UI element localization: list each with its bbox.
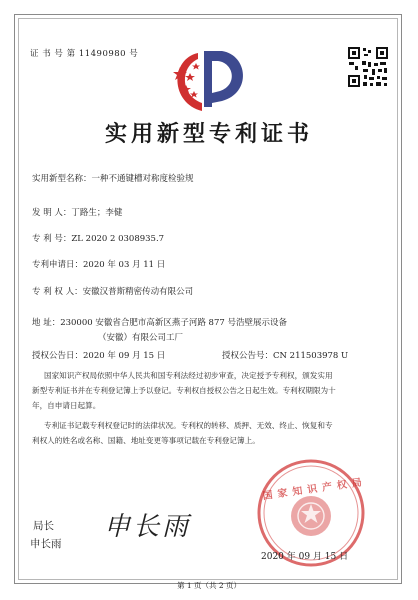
paragraph-2-line-2: 利权人的姓名或名称、国籍、地址变更等事项记载在专利登记簿上。 <box>32 436 260 445</box>
certificate-number <box>30 47 138 59</box>
grant-date-label: 授权公告日： <box>32 351 84 361</box>
cnipa-emblem-icon <box>160 45 270 115</box>
grant-date-field <box>32 349 165 361</box>
filing-date-value: 2020 年 03 月 11 日 <box>83 260 166 270</box>
patent-no-label: 专 利 号： <box>32 234 72 244</box>
paragraph-2-line-1: 专利证书记载专利权登记时的法律状况。专利权的转移、质押、无效、终止、恢复和专 <box>44 421 333 430</box>
patentee-field <box>32 285 193 297</box>
address-field <box>32 316 287 328</box>
seal-date: 2020 年 09 月 15 日 <box>261 552 349 562</box>
utility-model-name-field <box>32 172 194 184</box>
inventor-value: 丁路生；李健 <box>71 208 123 218</box>
name-label: 实用新型名称： <box>32 174 92 184</box>
address-line1: 230000 安徽省合肥市高新区燕子河路 877 号浩壁展示设备 <box>60 318 287 328</box>
address-line2: （安徽）有限公司工厂 <box>98 333 184 343</box>
signer-title: 局长 <box>33 520 54 532</box>
handwritten-signature: 申长雨 <box>104 512 192 542</box>
paragraph-1-line-1: 国家知识产权局依照中华人民共和国专利法经过初步审查，决定授予专利权，颁发实用 <box>44 371 333 380</box>
grant-date-value: 2020 年 09 月 15 日 <box>83 351 166 361</box>
grant-no-value: CN 211503978 U <box>273 351 349 361</box>
cert-no-label: 证 书 号 第 <box>30 49 76 59</box>
signer-name: 申长雨 <box>30 538 62 550</box>
name-value: 一种不通键槽对称度检验规 <box>91 174 194 184</box>
holder-value: 安徽汉普斯精密传动有限公司 <box>82 287 194 297</box>
qr-code-icon <box>346 45 390 89</box>
page-indicator: 第 1 页（共 2 页） <box>176 581 242 590</box>
cert-no-value: 11490980 <box>78 49 127 59</box>
holder-label: 专 利 权 人： <box>32 287 83 297</box>
inventor-label: 发 明 人： <box>32 208 72 218</box>
paragraph-1-line-2: 新型专利证书并在专利登记簿上予以登记。专利权自授权公告之日起生效。专利权期限为十 <box>32 386 336 395</box>
cert-no-suffix: 号 <box>129 49 139 59</box>
certificate-title: 实用新型专利证书 <box>104 121 313 147</box>
filing-date-field <box>32 258 165 270</box>
patent-no-value: ZL 2020 2 0308935.7 <box>71 234 165 244</box>
filing-date-label: 专利申请日： <box>32 260 84 270</box>
paragraph-1-line-3: 年，自申请日起算。 <box>32 401 101 410</box>
grant-number-field <box>222 349 348 361</box>
address-label: 地 址： <box>32 318 61 328</box>
seal-text: 国家知识产权局 <box>262 476 368 503</box>
patent-number-field <box>32 232 164 244</box>
grant-no-label: 授权公告号： <box>222 351 274 361</box>
inventor-field <box>32 206 122 218</box>
